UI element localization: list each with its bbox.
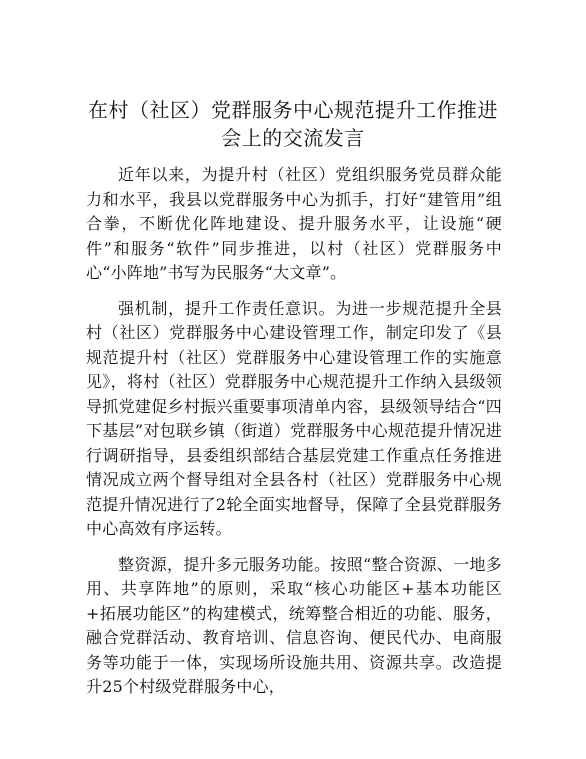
paragraph-intro: 近年以来，为提升村（社区）党组织服务党员群众能力和水平，我县以党群服务中心为抓手，打好“建管用”组合拳，不断优化阵地建设、提升服务水平，让设施“硬件”和服务“软件”同步推进，以村（社区）党群服务中心“小阵地”书写为民服务“大文章”。 [86,165,502,282]
paragraph-resources: 整资源，提升多元服务功能。按照“整合资源、一地多用、共享阵地”的原则，采取“核心功能区+基本功能区+拓展功能区”的构建模式，统筹整合相近的功能、服务，融合党群活动、教育培训、信息咨询、便民代办、电商服务等功能于一体，实现场所设施共用、资源共享。改造提升25个村级党群服务中心， [86,554,502,696]
document-body [86,163,502,711]
paragraph-mechanism: 强机制，提升工作责任意识。为进一步规范提升全县村（社区）党群服务中心建设管理工作，制定印发了《县规范提升村（社区）党群服务中心建设管理工作的实施意见》，将村（社区）党群服务中心规范提升工作纳入县级领导抓党建促乡村振兴重要事项清单内容，县级领导结合“四下基层”对包联乡镇（街道）党群服务中心规范提升情况进行调研指导，县委组织部结合基层党建工作重点任务推进情况成立两个督导组对全县各村（社区）党群服务中心规范提升情况进行了2轮全面实地督导，保障了全县党群服务中心高效有序运转。 [86,298,502,538]
document-title: 在村（社区）党群服务中心规范提升工作推进会上的交流发言 [88,98,498,150]
